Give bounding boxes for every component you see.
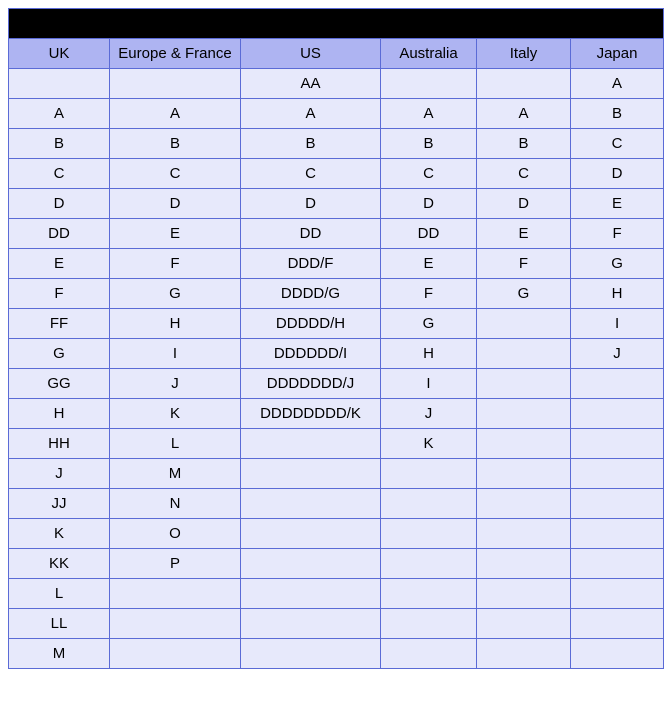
cell-uk: KK [9, 549, 110, 579]
table-row [9, 69, 664, 99]
cell-uk: LL [9, 609, 110, 639]
table-row [9, 249, 664, 279]
cell-uk: F [9, 279, 110, 309]
cell-eu: A [110, 99, 241, 129]
page-title: CUP SIZES [9, 9, 664, 39]
table-row [9, 219, 664, 249]
cell-au [381, 519, 477, 549]
cell-au [381, 579, 477, 609]
cell-eu: I [110, 339, 241, 369]
cell-uk: HH [9, 429, 110, 459]
table-row [9, 429, 664, 459]
cell-au: E [381, 249, 477, 279]
cup-sizes-table [8, 8, 664, 669]
cell-jp [571, 579, 664, 609]
cell-us [241, 609, 381, 639]
table-row [9, 369, 664, 399]
cell-jp: B [571, 99, 664, 129]
cell-it: B [477, 129, 571, 159]
cell-au: K [381, 429, 477, 459]
cell-eu: D [110, 189, 241, 219]
cell-uk: H [9, 399, 110, 429]
cell-it [477, 489, 571, 519]
cell-au: B [381, 129, 477, 159]
cell-uk [9, 69, 110, 99]
cell-uk: FF [9, 309, 110, 339]
cell-au: I [381, 369, 477, 399]
cell-us: DDDDDDDD/K [241, 399, 381, 429]
cell-uk: G [9, 339, 110, 369]
cell-us: DDDDD/H [241, 309, 381, 339]
cell-it [477, 399, 571, 429]
cell-jp: F [571, 219, 664, 249]
cell-uk: M [9, 639, 110, 669]
cell-us: DDD/F [241, 249, 381, 279]
cell-jp [571, 549, 664, 579]
cell-it [477, 339, 571, 369]
cell-us: DDDDDDD/J [241, 369, 381, 399]
cell-jp: I [571, 309, 664, 339]
cell-au: A [381, 99, 477, 129]
table-header-row [9, 39, 664, 69]
cell-us: AA [241, 69, 381, 99]
cell-it [477, 69, 571, 99]
cell-jp: E [571, 189, 664, 219]
cell-us: C [241, 159, 381, 189]
cell-us: B [241, 129, 381, 159]
table-title-row [9, 9, 664, 39]
cell-au [381, 609, 477, 639]
cell-it: D [477, 189, 571, 219]
cell-us [241, 489, 381, 519]
cell-au: D [381, 189, 477, 219]
table-row [9, 309, 664, 339]
table-body [9, 69, 664, 669]
cell-uk: L [9, 579, 110, 609]
cell-jp: J [571, 339, 664, 369]
cell-au: H [381, 339, 477, 369]
table-row [9, 399, 664, 429]
cell-uk: B [9, 129, 110, 159]
cell-jp [571, 459, 664, 489]
cell-uk: J [9, 459, 110, 489]
cell-uk: A [9, 99, 110, 129]
cell-us: D [241, 189, 381, 219]
cell-eu: K [110, 399, 241, 429]
cell-uk: JJ [9, 489, 110, 519]
cell-it [477, 519, 571, 549]
column-header-japan: Japan [571, 39, 664, 69]
cell-uk: K [9, 519, 110, 549]
cell-eu: E [110, 219, 241, 249]
cell-jp [571, 369, 664, 399]
cell-us: DDDDDD/I [241, 339, 381, 369]
table-row [9, 519, 664, 549]
table-row [9, 279, 664, 309]
column-header-uk: UK [9, 39, 110, 69]
cell-us [241, 459, 381, 489]
cell-au: DD [381, 219, 477, 249]
cell-it [477, 309, 571, 339]
cell-jp: A [571, 69, 664, 99]
cell-us [241, 429, 381, 459]
cell-jp [571, 639, 664, 669]
cell-au [381, 549, 477, 579]
cell-au: G [381, 309, 477, 339]
cell-jp [571, 399, 664, 429]
cell-eu [110, 639, 241, 669]
cell-it [477, 639, 571, 669]
cell-us [241, 519, 381, 549]
table-row [9, 639, 664, 669]
cell-au: J [381, 399, 477, 429]
cell-it: C [477, 159, 571, 189]
cell-jp [571, 609, 664, 639]
cell-it: E [477, 219, 571, 249]
cell-it [477, 369, 571, 399]
cell-jp: H [571, 279, 664, 309]
cell-it [477, 609, 571, 639]
table-row [9, 339, 664, 369]
cell-eu [110, 609, 241, 639]
table-row [9, 579, 664, 609]
cell-eu [110, 579, 241, 609]
cell-us: DD [241, 219, 381, 249]
cell-eu: H [110, 309, 241, 339]
cell-jp: G [571, 249, 664, 279]
cell-eu: C [110, 159, 241, 189]
cell-it: F [477, 249, 571, 279]
cell-it [477, 459, 571, 489]
cell-eu: J [110, 369, 241, 399]
cell-uk: DD [9, 219, 110, 249]
column-header-australia: Australia [381, 39, 477, 69]
cell-it: G [477, 279, 571, 309]
table-row [9, 609, 664, 639]
cell-us: DDDD/G [241, 279, 381, 309]
column-header-us: US [241, 39, 381, 69]
cell-eu: O [110, 519, 241, 549]
cell-eu: P [110, 549, 241, 579]
table-row [9, 159, 664, 189]
cell-eu: N [110, 489, 241, 519]
column-header-europe-france: Europe & France [110, 39, 241, 69]
column-header-italy: Italy [477, 39, 571, 69]
cell-au: F [381, 279, 477, 309]
cell-it [477, 549, 571, 579]
cell-jp [571, 489, 664, 519]
cell-au [381, 639, 477, 669]
table-row [9, 189, 664, 219]
cell-au [381, 459, 477, 489]
cell-it: A [477, 99, 571, 129]
cell-eu: L [110, 429, 241, 459]
cell-eu: M [110, 459, 241, 489]
cell-jp: C [571, 129, 664, 159]
cell-jp [571, 519, 664, 549]
cell-eu [110, 69, 241, 99]
cell-uk: GG [9, 369, 110, 399]
table-row [9, 99, 664, 129]
table-row [9, 459, 664, 489]
cell-us [241, 639, 381, 669]
cell-eu: B [110, 129, 241, 159]
cell-uk: E [9, 249, 110, 279]
table-row [9, 489, 664, 519]
cell-uk: C [9, 159, 110, 189]
cell-au [381, 489, 477, 519]
cell-it [477, 429, 571, 459]
cell-us [241, 579, 381, 609]
cell-jp [571, 429, 664, 459]
cell-au: C [381, 159, 477, 189]
cell-jp: D [571, 159, 664, 189]
cell-eu: G [110, 279, 241, 309]
cell-us [241, 549, 381, 579]
table-row [9, 129, 664, 159]
cell-us: A [241, 99, 381, 129]
cell-eu: F [110, 249, 241, 279]
cell-uk: D [9, 189, 110, 219]
table-row [9, 549, 664, 579]
cell-au [381, 69, 477, 99]
cell-it [477, 579, 571, 609]
